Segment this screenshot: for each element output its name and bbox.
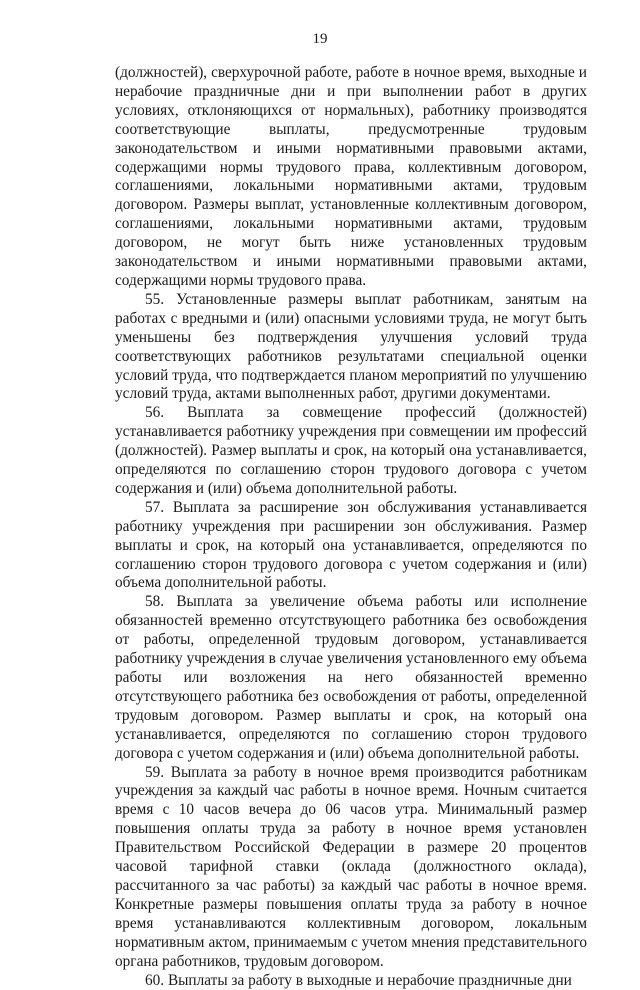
paragraph-60: 60. Выплаты за работу в выходные и нерабочие праздничные дни	[115, 972, 587, 990]
paragraph-58: 58. Выплата за увеличение объема работы или исполнение обязанностей временно отсутствующего работника без освобождения от работы, определенной трудовым договором, устанавливается работнику учреждения в случае увеличения установленного ему объема работы или возложения на него обязанностей временно отсутствующего работника без освобождения от работы, определенной трудовым договором. Размер выплаты и срок, на который она устанавливается, определяются по соглашению сторон трудового договора с учетом содержания и (или) объема дополнительной работы.	[115, 593, 587, 763]
paragraph-continuation: (должностей), сверхурочной работе, работе в ночное время, выходные и нерабочие праздничные дни и при выполнении работ в других условиях, отклоняющихся от нормальных), работнику производятся соответствующие выплаты, предусмотренные трудовым законодательством и иными нормативными правовыми актами, содержащими нормы трудового права, коллективным договором, соглашениями, локальными нормативными актами, трудовым договором. Размеры выплат, установленные коллективным договором, соглашениями, локальными нормативными актами, трудовым договором, не могут быть ниже установленных трудовым законодательством и иными нормативными правовыми актами, содержащими нормы трудового права.	[115, 64, 587, 291]
paragraph-56: 56. Выплата за совмещение профессий (должностей) устанавливается работнику учреждения при совмещении им профессий (должностей). Размер выплаты и срок, на который она устанавливается, определяются по соглашению сторон трудового договора с учетом содержания и (или) объема дополнительной работы.	[115, 404, 587, 499]
page-number: 19	[0, 30, 640, 48]
paragraph-55: 55. Установленные размеры выплат работникам, занятым на работах с вредными и (или) опасными условиями труда, не могут быть уменьшены без подтверждения улучшения условий труда соответствующих работников результатами специальной оценки условий труда, что подтверждается планом мероприятий по улучшению условий труда, актами выполненных работ, другими документами.	[115, 291, 587, 404]
paragraph-59: 59. Выплата за работу в ночное время производится работникам учреждения за каждый час работы в ночное время. Ночным считается время с 10 часов вечера до 06 часов утра. Минимальный размер повышения оплаты труда за работу в ночное время установлен Правительством Российской Федерации в размере 20 процентов часовой тарифной ставки (оклада (должностного оклада), рассчитанного за час работы) за каждый час работы в ночное время. Конкретные размеры повышения оплаты труда за работу в ночное время устанавливаются коллективным договором, локальным нормативным актом, принимаемым с учетом мнения представительного органа работников, трудовым договором.	[115, 764, 587, 972]
document-body	[115, 64, 587, 990]
paragraph-57: 57. Выплата за расширение зон обслуживания устанавливается работнику учреждения при расширении зон обслуживания. Размер выплаты и срок, на который она устанавливается, определяются по соглашению сторон трудового договора с учетом содержания и (или) объема дополнительной работы.	[115, 499, 587, 594]
